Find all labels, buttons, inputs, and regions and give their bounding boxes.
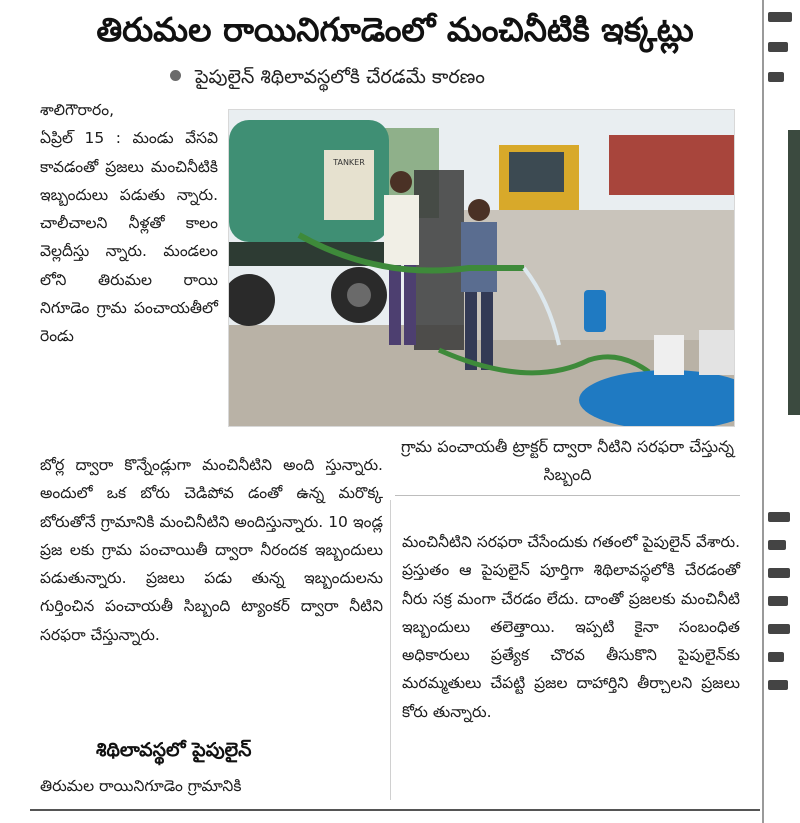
text-fragment [768, 512, 790, 522]
article-subheadline [170, 64, 650, 90]
text-fragment [768, 12, 792, 22]
subheadline-text: పైపులైన్ శిథిలావస్థలోకి చేరడమే కారణం [195, 66, 485, 88]
person-head [390, 171, 412, 193]
article-column-1-top [40, 96, 218, 351]
text-fragment [768, 652, 784, 662]
article-column-1-continued: తిరుమల రాయినిగూడెం గ్రామానికి [40, 777, 242, 795]
article-column-1-bottom: బోర్ల ద్వారా కొన్నేండ్లుగా మంచినీటిని అంది స్తున్నారు. అందులో ఒక బోరు చెడిపోవ డంతో ఉన్న మరొక్క బోరుతోనే గ్రామానికి మంచినీటిని అందిస్తున్నారు. 10 ఇండ్ల ప్రజ లకు గ్రామ పంచాయితీ ద్వారా నీరందక ఇబ్బందులు పడుతున్నారు. ప్రజలు పడు తున్న ఇబ్బందులను గుర్తించిన పంచాయతీ సిబ్బంది ట్యాంకర్ ద్వారా నీటిని సరఫరా చేస్తున్నారు. [40, 456, 383, 644]
text-fragment [768, 624, 790, 634]
text-fragment [768, 540, 786, 550]
text-fragment [768, 596, 788, 606]
text-fragment [768, 680, 788, 690]
water-tanker-photo [229, 110, 734, 426]
article-column-2: మంచినీటిని సరఫరా చేసేందుకు గతంలో పైపులైన్ వేశారు. ప్రస్తుతం ఆ పైపులైన్ పూర్తిగా శిథిలావస్థలోకి చేరడంతో నీరు సక్ర మంగా చేరడం లేదు. దాంతో ప్రజలకు మంచినీటి ఇబ్బందులు తలెత్తాయి. ఇప్పటి కైనా సంబంధిత అధికారులు ప్రత్యేక చొరవ తీసుకొని పైపులైన్‌కు మరమ్మతులు చేపట్టి ప్రజల దాహార్తిని తీర్చాలని ప్రజలు కోరు తున్నారు. [402, 533, 740, 721]
text-fragment [768, 42, 788, 52]
person-shirt [384, 195, 419, 265]
paragraph: ఏప్రిల్ 15 : మండు వేసవి కావడంతో ప్రజలు మంచినీటికి ఇబ్బందులు పడుతు న్నారు. చాలీచాలని నీళ్లతో కాలం వెల్లదీస్తు న్నారు. మండలం లోని తిరుమల రాయి నిగూడెం గ్రామ పంచాయతీలో రెండు [40, 129, 218, 346]
person-shirt [461, 222, 497, 292]
caption-divider [395, 495, 740, 496]
adjacent-article-strip [762, 0, 800, 823]
tanker-label: TANKER [333, 158, 365, 167]
water-can [584, 290, 606, 332]
bottom-rule [30, 809, 760, 811]
dateline-place: శాలిగౌరారం, [40, 101, 115, 119]
bullet-icon [170, 70, 181, 81]
article-headline: తిరుమల రాయినిగూడెంలో మంచినీటికి ఇక్కట్లు [96, 10, 694, 49]
text-fragment [768, 72, 784, 82]
section-subheading: శిథిలావస్థలో పైపులైన్ [96, 739, 252, 761]
photo-caption: గ్రామ పంచాయతీ ట్రాక్టర్ ద్వారా నీటిని సరఫరా చేస్తున్న సిబ్బంది [400, 437, 735, 484]
page-separator [762, 0, 764, 823]
person-head [468, 199, 490, 221]
column-divider [390, 500, 391, 800]
article-photo [228, 109, 735, 427]
iron-gate [414, 170, 464, 350]
adjacent-photo-edge [788, 130, 800, 415]
text-fragment [768, 568, 790, 578]
building-roof [609, 135, 734, 195]
